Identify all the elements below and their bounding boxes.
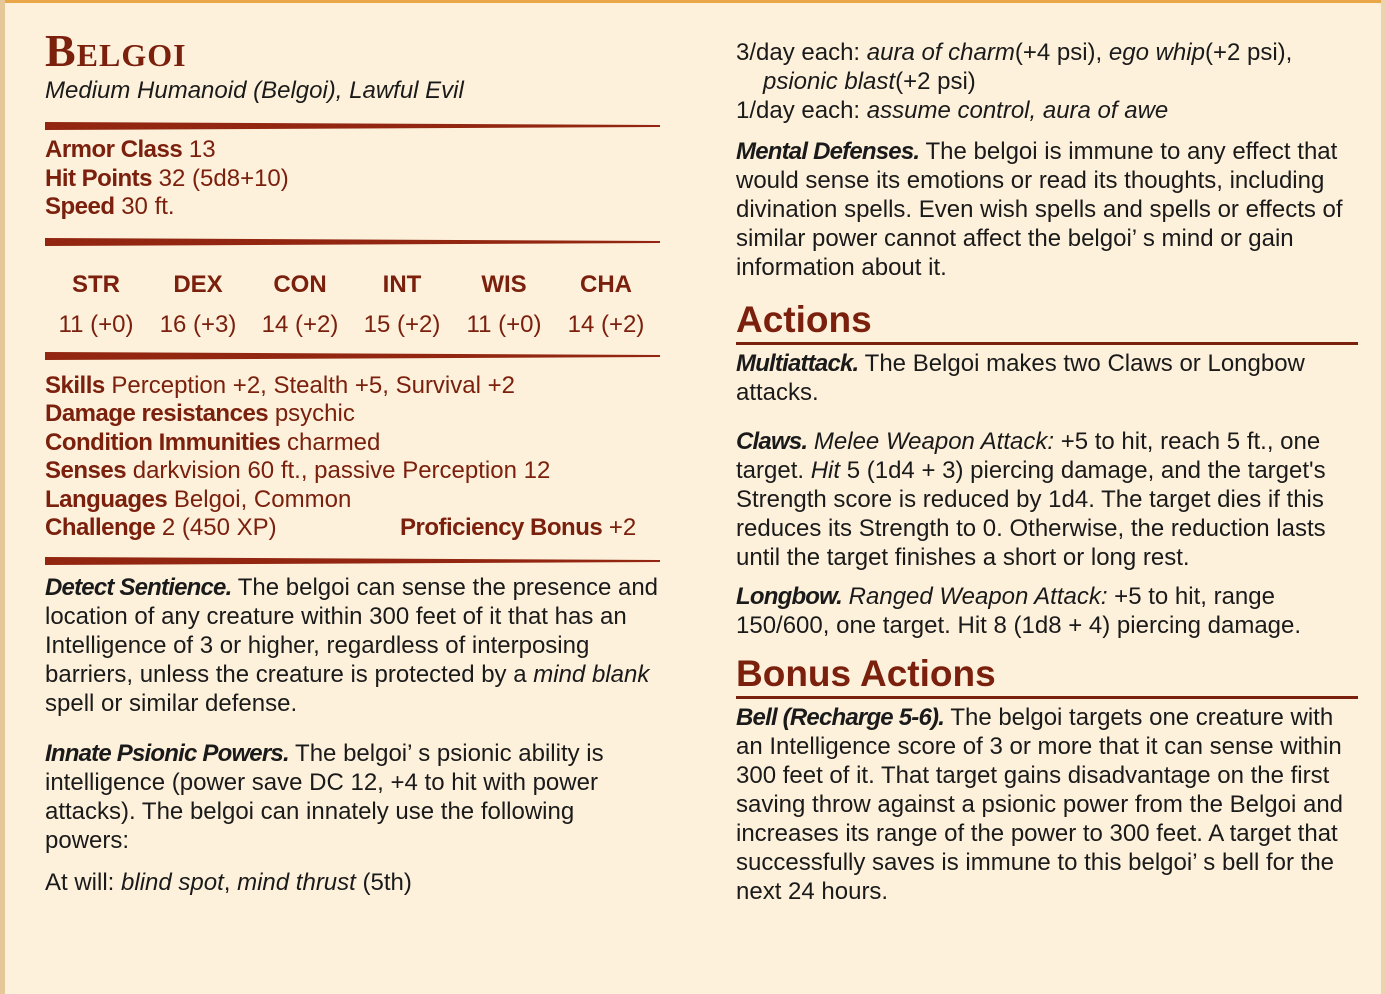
action-text: +5 to hit, range 150/600, one target. Hit 8 (1d8 + 4) piercing damage. — [736, 583, 1302, 639]
armor-class-value: 13 — [188, 136, 216, 163]
skills-line — [45, 372, 662, 401]
spell-name: mind blank — [533, 660, 650, 688]
power-name: aura of charm — [866, 39, 1015, 66]
action-longbow — [736, 582, 1358, 640]
damage-resistances-label: Damage resistances — [45, 400, 269, 427]
ability-value: 16 (+3) — [159, 310, 237, 338]
trait-name: Mental Defenses. — [736, 138, 920, 165]
ability-name: WIS — [481, 270, 527, 298]
attack-type: Ranged Weapon Attack: — [842, 583, 1108, 610]
action-name: Claws. — [736, 428, 808, 455]
armor-class-line — [45, 136, 662, 165]
ability-score-headers — [45, 268, 660, 308]
action-name: Longbow. — [736, 583, 843, 610]
power-frequency: At will: — [45, 868, 122, 896]
trait-innate-psionic-powers — [45, 739, 662, 855]
proficiency-bonus-label: Proficiency Bonus — [400, 514, 603, 541]
trait-detect-sentience — [45, 573, 662, 718]
skills-value: Perception +2, Stealth +5, Survival +2 — [111, 371, 515, 399]
challenge-line — [45, 514, 662, 543]
trait-text: spell or similar defense. — [45, 689, 298, 717]
ability-name: CHA — [580, 270, 632, 298]
damage-resistances-value: psychic — [274, 400, 355, 427]
divider-rule — [45, 120, 660, 132]
senses-line — [45, 457, 662, 486]
ability-value: 15 (+2) — [363, 310, 441, 338]
power-3-per-day — [736, 38, 1358, 96]
ability-name: DEX — [173, 270, 223, 298]
action-text: The Belgoi makes two Claws or Longbow attacks. — [736, 350, 1305, 406]
monster-name: Belgoi — [45, 25, 187, 76]
challenge-label: Challenge — [45, 514, 156, 541]
languages-label: Languages — [45, 485, 168, 513]
attack-type: Melee Weapon Attack: — [807, 428, 1055, 455]
monster-subtitle: Medium Humanoid (Belgoi), Lawful Evil — [45, 77, 464, 104]
action-name: Multiattack. — [736, 350, 859, 377]
power-name: ego whip — [1108, 39, 1205, 66]
damage-resistances-line — [45, 400, 662, 429]
speed-line — [45, 193, 662, 222]
power-name: psionic blast — [763, 68, 896, 95]
ability-value: 11 (+0) — [58, 310, 134, 338]
power-frequency: 3/day each: — [736, 39, 867, 66]
power-name: blind spot — [121, 868, 224, 896]
languages-value: Belgoi, Common — [173, 485, 352, 513]
power-note: (+2 psi), — [1204, 39, 1293, 66]
power-note: (5th) — [355, 868, 412, 896]
divider-rule — [45, 236, 660, 248]
trait-text: The belgoi can sense the presence and location of any creature within 300 feet of it that has an Intelligence of 3 or higher, regardless of interposing barriers, unless the creature is protected by a — [45, 573, 659, 688]
ability-value: 11 (+0) — [466, 310, 542, 338]
senses-value: darkvision 60 ft., passive Perception 12 — [132, 457, 551, 484]
languages-line — [45, 486, 662, 515]
hit-points-line — [45, 165, 662, 194]
core-stats — [45, 136, 662, 222]
divider-rule — [45, 350, 660, 362]
condition-immunities-label: Condition Immunities — [45, 428, 281, 456]
power-1-per-day — [736, 96, 1358, 125]
senses-label: Senses — [45, 457, 127, 484]
left-border — [0, 0, 5, 994]
ability-value: 14 (+2) — [261, 310, 339, 338]
bonus-action-bell — [736, 703, 1358, 906]
bonus-action-name: Bell (Recharge 5-6). — [736, 704, 945, 731]
top-border — [0, 0, 1386, 3]
armor-class-label: Armor Class — [45, 136, 183, 163]
power-at-will — [45, 868, 662, 897]
condition-immunities-line — [45, 429, 662, 458]
challenge-value: 2 (450 XP) — [161, 514, 277, 541]
trait-mental-defenses — [736, 137, 1358, 282]
hit-points-value: 32 (5d8+10) — [158, 164, 289, 192]
actions-heading: Actions — [736, 300, 1358, 345]
trait-text: The belgoi is immune to any effect that would sense its emotions or read its thoughts, including divination spells. Even wish spells and spells or effects of similar power cannot affect the belgoi’ s mind or gain information about it. — [736, 138, 1343, 281]
power-note: (+2 psi) — [895, 68, 976, 95]
trait-text: The belgoi’ s psionic ability is intelligence (power save DC 12, +4 to hit with power attacks). The belgoi can innately use the following powers: — [45, 739, 604, 854]
bonus-actions-heading: Bonus Actions — [736, 654, 1358, 699]
power-name: mind thrust — [237, 868, 356, 896]
skills-label: Skills — [45, 371, 105, 399]
bonus-action-text: The belgoi targets one creature with an Intelligence score of 3 or more that it can sense within 300 feet of it. That target gains disadvantage on the first saving throw against a psionic power from the Belgoi and increases its range of the power to 300 feet. A target that successfully saves is immune to this belgoi’ s bell for the next 24 hours. — [736, 704, 1344, 905]
ability-score-values — [45, 308, 660, 348]
ability-name: STR — [72, 270, 120, 298]
action-text: 5 (1d4 + 3) piercing damage, and the target's Strength score is reduced by 1d4. The target dies if this reduces its Strength to 0. Otherwise, the reduction lasts until the target finishes a short or long rest. — [736, 457, 1326, 571]
action-multiattack — [736, 349, 1358, 407]
right-column — [736, 38, 1358, 906]
trait-name: Innate Psionic Powers. — [45, 739, 289, 767]
power-note: (+4 psi), — [1014, 39, 1109, 66]
ability-name: CON — [273, 270, 327, 298]
power-frequency: 1/day each: — [736, 97, 867, 124]
hit-label: Hit — [810, 457, 841, 484]
proficiency-bonus — [400, 514, 636, 543]
right-border — [1381, 0, 1386, 994]
power-name: assume control, aura of awe — [866, 97, 1169, 124]
ability-value: 14 (+2) — [567, 310, 645, 338]
speed-value: 30 ft. — [121, 193, 175, 220]
detail-stats — [45, 372, 662, 543]
hit-points-label: Hit Points — [45, 164, 152, 192]
action-claws — [736, 427, 1358, 572]
trait-name: Detect Sentience. — [45, 573, 232, 601]
ability-name: INT — [382, 270, 422, 298]
condition-immunities-value: charmed — [287, 428, 381, 456]
power-separator: , — [223, 868, 238, 896]
proficiency-bonus-value: +2 — [608, 514, 637, 541]
action-text: +5 to hit, reach 5 ft., one target. — [736, 428, 1321, 484]
speed-label: Speed — [45, 193, 115, 220]
divider-rule — [45, 555, 660, 567]
left-column — [45, 25, 662, 897]
